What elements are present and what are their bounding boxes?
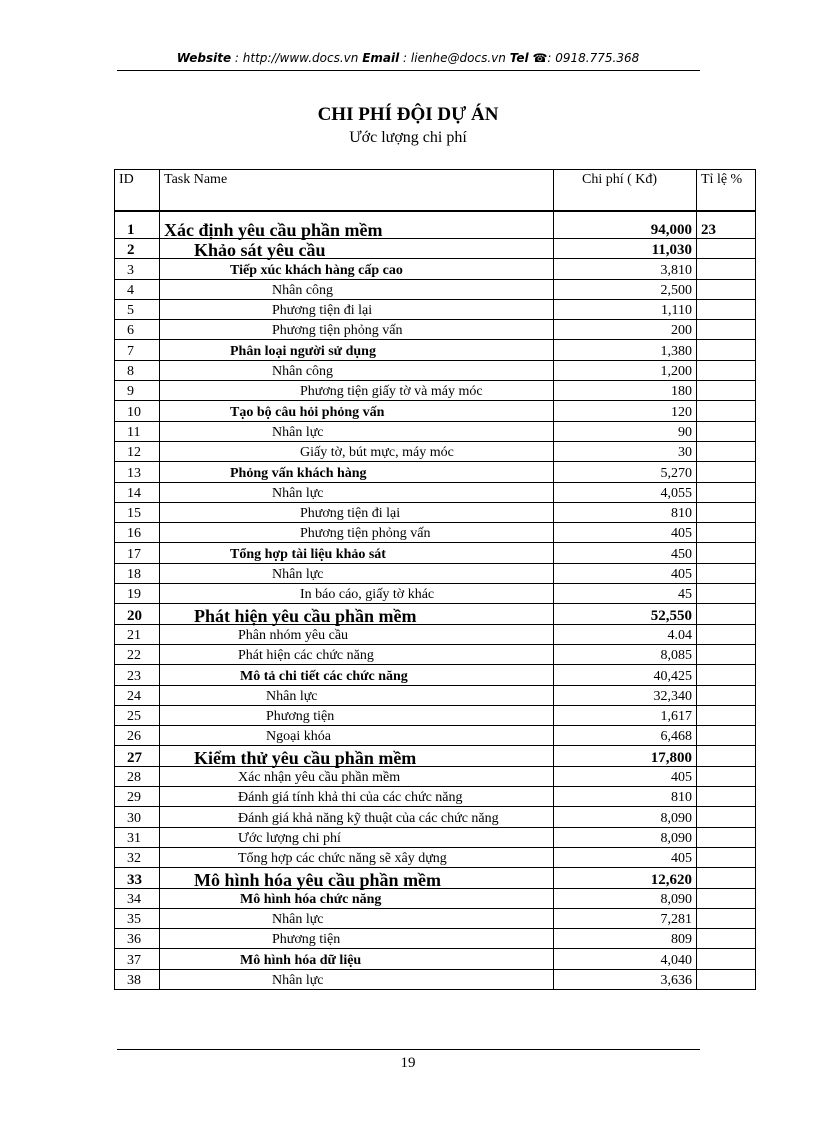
table-row (115, 705, 756, 725)
table-row (115, 279, 756, 299)
row-cost: 450 (554, 543, 697, 563)
row-id: 23 (115, 665, 160, 685)
row-id: 32 (115, 847, 160, 867)
row-percent (697, 685, 756, 705)
row-id: 37 (115, 949, 160, 969)
row-id: 9 (115, 381, 160, 401)
row-task-name: Mô hình hóa chức năng (160, 888, 554, 908)
row-task-name: Đánh giá tính khả thi của các chức năng (160, 787, 554, 807)
table-row (115, 807, 756, 827)
row-cost: 94,000 (554, 211, 697, 239)
row-task-name: Giấy tờ, bút mực, máy móc (160, 441, 554, 461)
row-id: 35 (115, 908, 160, 928)
row-cost: 200 (554, 320, 697, 340)
row-percent (697, 787, 756, 807)
row-percent (697, 847, 756, 867)
table-row (115, 462, 756, 482)
row-percent (697, 665, 756, 685)
row-task-name: Xác định yêu cầu phần mềm (160, 211, 554, 239)
row-cost: 1,617 (554, 705, 697, 725)
row-id: 16 (115, 523, 160, 543)
row-cost: 4,040 (554, 949, 697, 969)
phone-icon: ☎ (532, 51, 548, 65)
row-id: 1 (115, 211, 160, 239)
row-id: 2 (115, 239, 160, 259)
row-cost: 45 (554, 584, 697, 604)
row-cost: 3,636 (554, 969, 697, 989)
row-task-name: Nhân lực (160, 969, 554, 989)
row-cost: 11,030 (554, 239, 697, 259)
row-percent (697, 644, 756, 664)
row-cost: 30 (554, 441, 697, 461)
table-row (115, 584, 756, 604)
table-row (115, 381, 756, 401)
row-percent (697, 888, 756, 908)
row-task-name: Phương tiện đi lại (160, 502, 554, 522)
row-id: 3 (115, 259, 160, 279)
row-task-name: Phát hiện yêu cầu phần mềm (160, 604, 554, 624)
row-percent (697, 604, 756, 624)
row-cost: 405 (554, 847, 697, 867)
row-cost: 405 (554, 766, 697, 786)
row-task-name: Nhân lực (160, 421, 554, 441)
row-percent (697, 482, 756, 502)
table-row (115, 624, 756, 644)
row-task-name: Tổng hợp tài liệu khảo sát (160, 543, 554, 563)
table-row (115, 360, 756, 380)
page-number: 19 (400, 1055, 416, 1071)
row-task-name: Phân nhóm yêu cầu (160, 624, 554, 644)
row-cost: 90 (554, 421, 697, 441)
table-row (115, 340, 756, 360)
row-id: 19 (115, 584, 160, 604)
email-value: : lienhe@docs.vn (403, 51, 506, 65)
tel-value: : 0918.775.368 (547, 51, 640, 65)
table-row (115, 929, 756, 949)
page-header (0, 51, 816, 65)
row-cost: 8,090 (554, 888, 697, 908)
row-cost: 2,500 (554, 279, 697, 299)
row-id: 8 (115, 360, 160, 380)
row-percent (697, 543, 756, 563)
row-id: 21 (115, 624, 160, 644)
column-header-task-name: Task Name (160, 170, 554, 212)
row-cost: 810 (554, 787, 697, 807)
row-id: 18 (115, 563, 160, 583)
row-id: 26 (115, 726, 160, 746)
table-row (115, 421, 756, 441)
row-id: 38 (115, 969, 160, 989)
table-row (115, 665, 756, 685)
row-percent (697, 624, 756, 644)
row-cost: 8,090 (554, 807, 697, 827)
row-percent (697, 746, 756, 766)
row-task-name: Phương tiện phỏng vấn (160, 320, 554, 340)
table-row (115, 685, 756, 705)
table-row (115, 401, 756, 421)
table-row (115, 259, 756, 279)
row-id: 14 (115, 482, 160, 502)
row-task-name: Ngoại khóa (160, 726, 554, 746)
table-row (115, 888, 756, 908)
row-cost: 4,055 (554, 482, 697, 502)
table-row (115, 969, 756, 989)
row-percent (697, 563, 756, 583)
row-task-name: Phương tiện (160, 929, 554, 949)
row-id: 33 (115, 868, 160, 888)
page-title: CHI PHÍ ĐỘI DỰ ÁN (317, 104, 499, 125)
row-percent (697, 969, 756, 989)
table-row (115, 827, 756, 847)
website-label: Website (176, 51, 232, 65)
row-id: 15 (115, 502, 160, 522)
row-percent (697, 239, 756, 259)
row-percent (697, 929, 756, 949)
row-id: 30 (115, 807, 160, 827)
row-percent: 23 (697, 211, 756, 239)
table-body (115, 211, 756, 989)
row-task-name: Nhân lực (160, 563, 554, 583)
row-id: 31 (115, 827, 160, 847)
row-percent (697, 807, 756, 827)
row-percent (697, 726, 756, 746)
table-row (115, 726, 756, 746)
row-cost: 405 (554, 563, 697, 583)
row-percent (697, 401, 756, 421)
row-id: 5 (115, 299, 160, 319)
row-id: 20 (115, 604, 160, 624)
row-cost: 12,620 (554, 868, 697, 888)
table-row (115, 320, 756, 340)
table-row (115, 746, 756, 766)
row-percent (697, 705, 756, 725)
row-task-name: Nhân công (160, 279, 554, 299)
table-row (115, 847, 756, 867)
table-row (115, 543, 756, 563)
row-id: 10 (115, 401, 160, 421)
row-cost: 809 (554, 929, 697, 949)
table-row (115, 949, 756, 969)
row-task-name: Mô hình hóa dữ liệu (160, 949, 554, 969)
row-task-name: Ước lượng chi phí (160, 827, 554, 847)
row-id: 7 (115, 340, 160, 360)
row-task-name: Phương tiện phỏng vấn (160, 523, 554, 543)
table-row (115, 299, 756, 319)
row-percent (697, 320, 756, 340)
row-task-name: Nhân công (160, 360, 554, 380)
row-percent (697, 441, 756, 461)
row-cost: 1,110 (554, 299, 697, 319)
row-cost: 40,425 (554, 665, 697, 685)
row-id: 11 (115, 421, 160, 441)
row-percent (697, 868, 756, 888)
row-id: 12 (115, 441, 160, 461)
tel-label: Tel (509, 51, 529, 65)
row-id: 13 (115, 462, 160, 482)
row-cost: 3,810 (554, 259, 697, 279)
row-id: 4 (115, 279, 160, 299)
row-id: 17 (115, 543, 160, 563)
table-row (115, 211, 756, 239)
row-cost: 52,550 (554, 604, 697, 624)
row-task-name: Tổng hợp các chức năng sẽ xây dựng (160, 847, 554, 867)
row-cost: 180 (554, 381, 697, 401)
row-cost: 1,200 (554, 360, 697, 380)
row-task-name: Mô hình hóa yêu cầu phần mềm (160, 868, 554, 888)
table-row (115, 868, 756, 888)
row-task-name: Tạo bộ câu hỏi phỏng vấn (160, 401, 554, 421)
row-task-name: Phỏng vấn khách hàng (160, 462, 554, 482)
email-label: Email (362, 51, 400, 65)
row-id: 34 (115, 888, 160, 908)
table-row (115, 523, 756, 543)
row-cost: 7,281 (554, 908, 697, 928)
row-task-name: Nhân lực (160, 908, 554, 928)
row-task-name: In báo cáo, giấy tờ khác (160, 584, 554, 604)
row-task-name: Nhân lực (160, 685, 554, 705)
row-task-name: Phát hiện các chức năng (160, 644, 554, 664)
page-subtitle: Ước lượng chi phí (349, 129, 467, 146)
row-id: 22 (115, 644, 160, 664)
row-task-name: Đánh giá khả năng kỹ thuật của các chức năng (160, 807, 554, 827)
row-cost: 5,270 (554, 462, 697, 482)
row-id: 25 (115, 705, 160, 725)
row-task-name: Mô tả chi tiết các chức năng (160, 665, 554, 685)
row-id: 36 (115, 929, 160, 949)
row-id: 29 (115, 787, 160, 807)
row-task-name: Phương tiện giấy tờ và máy móc (160, 381, 554, 401)
table-row (115, 502, 756, 522)
row-cost: 1,380 (554, 340, 697, 360)
row-percent (697, 360, 756, 380)
row-task-name: Khảo sát yêu cầu (160, 239, 554, 259)
row-percent (697, 381, 756, 401)
row-cost: 120 (554, 401, 697, 421)
row-cost: 8,085 (554, 644, 697, 664)
row-id: 6 (115, 320, 160, 340)
footer-rule (117, 1049, 700, 1050)
row-percent (697, 827, 756, 847)
table-header-row (115, 170, 756, 212)
website-value: : http://www.docs.vn (234, 51, 359, 65)
table-row (115, 787, 756, 807)
row-percent (697, 299, 756, 319)
row-task-name: Nhân lực (160, 482, 554, 502)
row-task-name: Xác nhận yêu cầu phần mềm (160, 766, 554, 786)
row-cost: 17,800 (554, 746, 697, 766)
row-id: 27 (115, 746, 160, 766)
row-percent (697, 340, 756, 360)
table-row (115, 441, 756, 461)
row-percent (697, 279, 756, 299)
column-header-id: ID (115, 170, 160, 212)
row-task-name: Tiếp xúc khách hàng cấp cao (160, 259, 554, 279)
row-id: 24 (115, 685, 160, 705)
row-percent (697, 462, 756, 482)
row-percent (697, 259, 756, 279)
cost-table (114, 169, 756, 990)
row-task-name: Phương tiện (160, 705, 554, 725)
row-cost: 6,468 (554, 726, 697, 746)
row-percent (697, 421, 756, 441)
row-cost: 405 (554, 523, 697, 543)
table-row (115, 239, 756, 259)
row-cost: 8,090 (554, 827, 697, 847)
column-header-percent: Tỉ lệ % (697, 170, 756, 212)
row-percent (697, 949, 756, 969)
row-cost: 4.04 (554, 624, 697, 644)
table-row (115, 482, 756, 502)
row-task-name: Phân loại người sử dụng (160, 340, 554, 360)
table-row (115, 908, 756, 928)
row-percent (697, 584, 756, 604)
row-id: 28 (115, 766, 160, 786)
row-percent (697, 766, 756, 786)
row-task-name: Kiểm thử yêu cầu phần mềm (160, 746, 554, 766)
table-row (115, 766, 756, 786)
row-cost: 810 (554, 502, 697, 522)
header-rule (117, 70, 700, 71)
column-header-cost: Chi phí ( Kđ) (554, 170, 697, 212)
row-cost: 32,340 (554, 685, 697, 705)
table-row (115, 563, 756, 583)
table-row (115, 644, 756, 664)
row-percent (697, 502, 756, 522)
table-row (115, 604, 756, 624)
row-percent (697, 908, 756, 928)
row-task-name: Phương tiện đi lại (160, 299, 554, 319)
row-percent (697, 523, 756, 543)
